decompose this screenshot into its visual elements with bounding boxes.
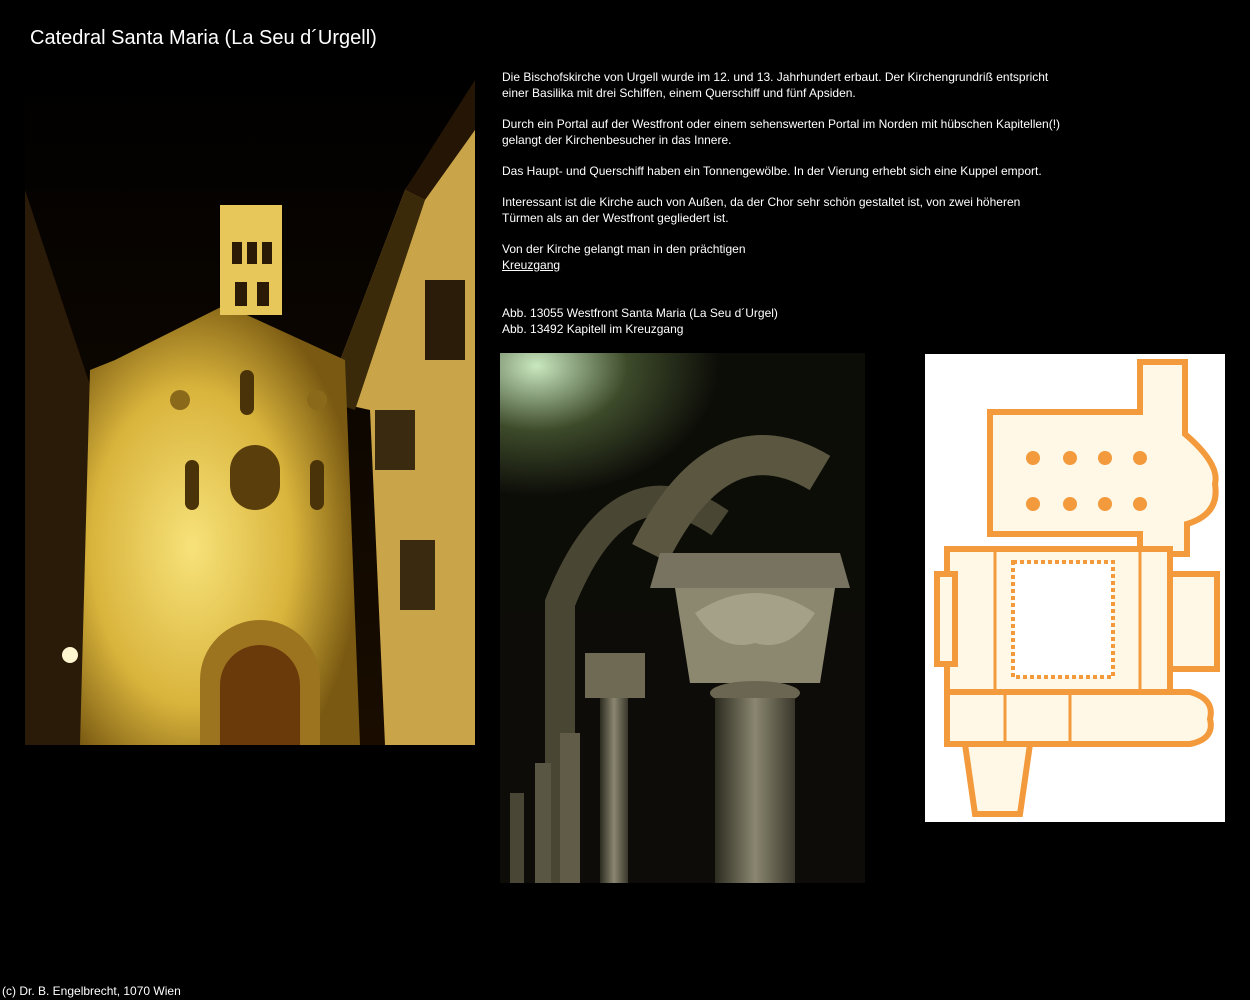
description-paragraph: Das Haupt- und Querschiff haben ein Tonnengewölbe. In der Vierung erhebt sich eine Kuppel emport. [502, 164, 1042, 178]
caption-westfront: Abb. 13055 Westfront Santa Maria (La Seu d´Urgel) [502, 306, 778, 320]
description-paragraph: Interessant ist die Kirche auch von Außen, da der Chor sehr schön gestaltet ist, von zwei höheren Türmen als an der Westfront gegliedert ist. [502, 195, 1021, 225]
page-title: Catedral Santa Maria (La Seu d´Urgell) [30, 27, 377, 49]
kreuzgang-link[interactable]: Kreuzgang [502, 258, 561, 272]
description-last-text: Von der Kirche gelangt man in den prächtigen [502, 242, 746, 256]
description-paragraph: Die Bischofskirche von Urgell wurde im 12. und 13. Jahrhundert erbaut. Der Kirchengrundriß entspricht einer Basilika mit drei Schiffen, einem Querschiff und fünf Apsiden. [502, 70, 1049, 100]
copyright-footer: (c) Dr. B. Engelbrecht, 1070 Wien [2, 984, 181, 998]
floor-plan[interactable] [925, 354, 1225, 822]
caption-kapitell: Abb. 13492 Kapitell im Kreuzgang [502, 322, 684, 336]
description-text [502, 69, 1062, 288]
description-paragraph: Durch ein Portal auf der Westfront oder einem sehenswerten Portal im Norden mit hübschen Kapitellen(!) gelangt der Kirchenbesucher in das Innere. [502, 117, 1061, 147]
image-captions [502, 305, 778, 337]
westfront-photo[interactable] [25, 70, 475, 745]
kapitell-photo[interactable] [500, 353, 865, 883]
description-paragraph-last [502, 241, 1062, 273]
